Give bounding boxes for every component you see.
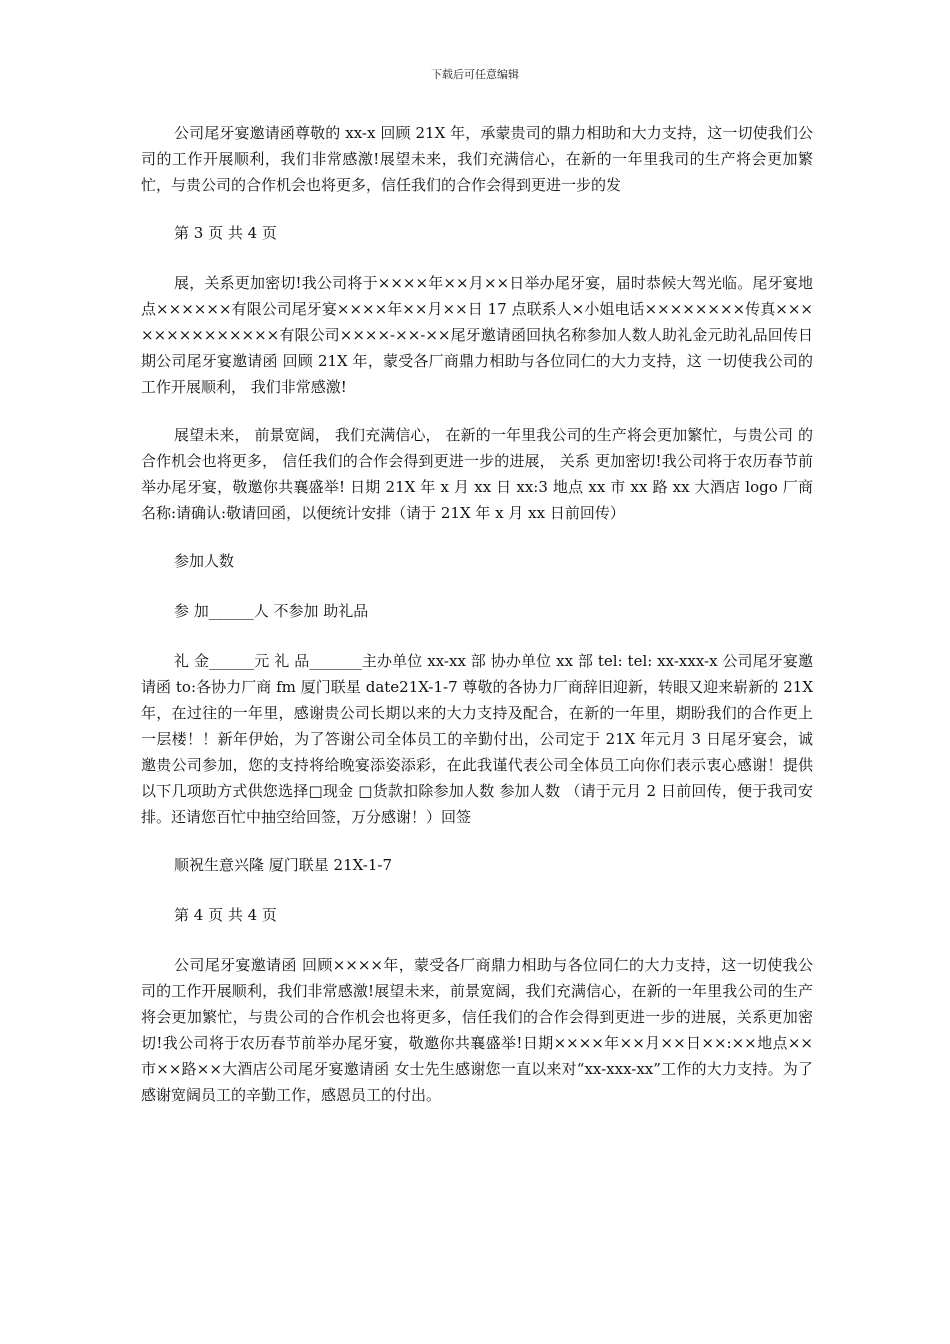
paragraph-gift-and-letter: 礼 金______元 礼 品_______主办单位 xx-xx 部 协办单位 xx 部 tel: tel: xx-xxx-x 公司尾牙宴邀请函 to:各协力厂商 fm 厦门联星 date21X-1-7 尊敬的各协力厂商辞旧迎新，转眼又迎来崭新的 21X 年，在过往的一年里，感谢贵公司长期以来的大力支持及配合，在新的一年里，期盼我们的合作更上一层楼！！新年伊始，为了答谢公司全体员工的辛勤付出，公司定于 21X 年元月 3 日尾牙宴会，诚邀贵公司参加，您的支持将给晚宴添姿添彩，在此我谨代表公司全体员工向你们表示衷心感谢！提供以下几项助方式供您选择□现金 □货款扣除参加人数 参加人数 （请于元月 2 日前回传，便于我司安排。还请您百忙中抽空给回签，万分感谢！）回签 <box>141 652 813 826</box>
paragraph-outlook: 展望未来， 前景宽阔， 我们充满信心， 在新的一年里我公司的生产将会更加繁忙，与贵公司 的合作机会也将更多， 信任我们的合作会得到更进一步的进展， 关系 更加密切!我公司将于农历春节前举办尾牙宴，敬邀你共襄盛举! 日期 21X 年 x 月 xx 日 xx:3 地点 xx 市 xx 路 xx 大酒店 logo 厂商名称:请确认:敬请回函，以便统计安排（请于 21X 年 x 月 xx 日前回传） <box>141 426 813 522</box>
document-body <box>141 120 813 1130</box>
paragraph-attendance-form: 参 加______人 不参加 助礼品 <box>174 602 369 620</box>
paragraph-invitation-intro: 公司尾牙宴邀请函尊敬的 xx-x 回顾 21X 年，承蒙贵司的鼎力相助和大力支持，这一切使我们公司的工作开展顺利，我们非常感激!展望未来，我们充满信心，在新的一年里我司的生产将会更加繁忙，与贵公司的合作机会也将更多，信任我们的合作会得到更进一步的发 <box>141 124 813 194</box>
page-number-4: 第 4 页 共 4 页 <box>174 906 277 924</box>
paragraph-attendance-heading: 参加人数 <box>174 552 235 570</box>
header-note: 下载后可任意编辑 <box>431 68 519 81</box>
paragraph-second-invitation: 公司尾牙宴邀请函 回顾××××年，蒙受各厂商鼎力相助与各位同仁的大力支持，这一切使我公司的工作开展顺利，我们非常感激!展望未来，前景宽阔，我们充满信心，在新的一年里我公司的生产将会更加繁忙，与贵公司的合作机会也将更多，信任我们的合作会得到更进一步的进展，关系更加密切!我公司将于农历春节前举办尾牙宴，敬邀你共襄盛举!日期××××年××月××日××:××地点××市××路××大酒店公司尾牙宴邀请函 女士先生感谢您一直以来对“xx-xxx-xx”工作的大力支持。为了感谢宽阔员工的辛勤工作，感恩员工的付出。 <box>141 956 813 1104</box>
paragraph-closing: 顺祝生意兴隆 厦门联星 21X-1-7 <box>174 856 392 874</box>
paragraph-event-details: 展，关系更加密切!我公司将于××××年××月××日举办尾牙宴，届时恭候大驾光临。尾牙宴地点××××××有限公司尾牙宴××××年××月××日 17 点联系人×小姐电话××××××××传真××××××××××××××有限公司××××-××-××尾牙邀请函回执名称参加人数人助礼金元助礼品回传日期公司尾牙宴邀请函 回顾 21X 年，蒙受各厂商鼎力相助与各位同仁的大力支持，这 一切使我公司的工作开展顺利， 我们非常感激! <box>141 274 813 396</box>
page-number-3: 第 3 页 共 4 页 <box>174 224 277 242</box>
